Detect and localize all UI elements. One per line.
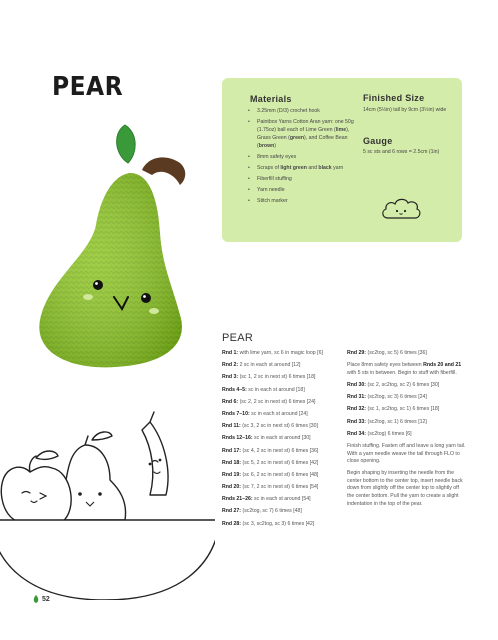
materials-list: [248, 107, 358, 208]
round-instruction: Rnd 6: (sc 2, 2 sc in next st) 6 times [24]: [222, 398, 316, 405]
round-instruction: Rnd 20: (sc 7, 2 sc in next st) 6 times [54]: [222, 484, 319, 491]
round-instruction: Rnds 21–26: sc in each st around [54]: [222, 496, 311, 503]
round-instruction: Rnd 17: (sc 4, 2 sc in next st) 6 times [36]: [222, 447, 319, 454]
round-instruction: Rnd 30: (sc 2, sc2tog, sc 2) 6 times [30]: [347, 381, 440, 388]
list-item: • 3.25mm (D/3) crochet hook: [248, 107, 358, 115]
round-instruction: Rnd 28: (sc 3, sc2tog, sc 3) 6 times [42]: [222, 520, 315, 527]
cloud-face-icon: [380, 196, 422, 222]
eyes-note: Place 8mm safety eyes between Rnds 20 and 21 with 5 sts in between. Begin to stuff with fiberfill.: [347, 362, 462, 376]
round-instruction: Rnd 33: (sc2tog, sc 1) 6 times [12]: [347, 418, 427, 425]
finished-size-text: 14cm (5½in) tall by 9cm (3½in) wide: [363, 107, 447, 113]
round-instruction: Rnd 1: with lime yarn, sc 6 in magic loop [6]: [222, 350, 323, 356]
round-instruction: Rnds 4–5: sc in each st around [18]: [222, 386, 305, 393]
round-instruction: Rnd 31: (sc2tog, sc 3) 6 times [24]: [347, 394, 427, 401]
finish-note: Finish stuffing. Fasten off and leave a long yarn tail. With a yarn needle weave the tail through FLO to close opening.: [347, 442, 466, 465]
round-instruction: Rnd 34: (sc2tog) 6 times [6]: [347, 430, 412, 437]
round-instruction: Rnd 19: (sc 6, 2 sc in next st) 6 times [48]: [222, 471, 319, 478]
round-instruction: Rnd 3: (sc 1, 2 sc in next st) 6 times [18]: [222, 374, 316, 381]
list-item: • 8mm safety eyes: [248, 153, 358, 161]
round-instruction: Rnds 12–16: sc in each st around [30]: [222, 435, 311, 442]
page-number: [33, 595, 50, 603]
round-instruction: Rnd 29: (sc2tog, sc 5) 6 times [36]: [347, 350, 427, 356]
list-item: • Stitch marker: [248, 197, 358, 205]
list-item: • Fiberfill stuffing: [248, 175, 358, 183]
gauge-heading: Gauge: [363, 136, 393, 146]
pattern-column-right: [347, 350, 467, 513]
page-number-text: 52: [42, 595, 50, 603]
list-item: • Yarn needle: [248, 186, 358, 194]
shaping-note: Begin shaping by inserting the needle from the center bottom to the center top, insert needle back down from slightly off the center top to slightly off the center bottom. Pull the yarn to create a slight indentation in the top of the pear.: [347, 470, 463, 507]
pear-toy-image: [30, 115, 215, 375]
round-instruction: Rnd 27: (sc2tog, sc 7) 6 times [48]: [222, 508, 302, 515]
materials-heading: Materials: [250, 94, 292, 104]
page-title: PEAR: [52, 72, 124, 102]
list-item: • Scraps of light green and black yarn: [248, 164, 358, 172]
round-instruction: Rnd 11: (sc 3, 2 sc in next st) 6 times [30]: [222, 423, 319, 430]
round-instruction: Rnd 32: (sc 1, sc2tog, sc 1) 6 times [18]: [347, 406, 440, 413]
round-instruction: Rnd 18: (sc 5, 2 sc in next st) 6 times [42]: [222, 459, 319, 466]
leaf-icon: [33, 595, 39, 603]
pattern-heading: PEAR: [222, 332, 254, 344]
finished-size-heading: Finished Size: [363, 93, 425, 103]
list-item: • Paintbox Yarns Cotton Aran yarn: one 50g (1.75oz) ball each of Lime Green (lime), Grass Green (green), and Coffee Bean (brown): [248, 118, 358, 150]
pattern-column-left: [222, 350, 340, 533]
round-instruction: Rnds 7–10: sc in each st around [24]: [222, 410, 308, 417]
fruit-bowl-illustration: [0, 400, 215, 600]
gauge-text: 5 sc sts and 6 rows = 2.5cm (1in): [363, 149, 440, 155]
round-instruction: Rnd 2: 2 sc in each st around [12]: [222, 362, 301, 369]
